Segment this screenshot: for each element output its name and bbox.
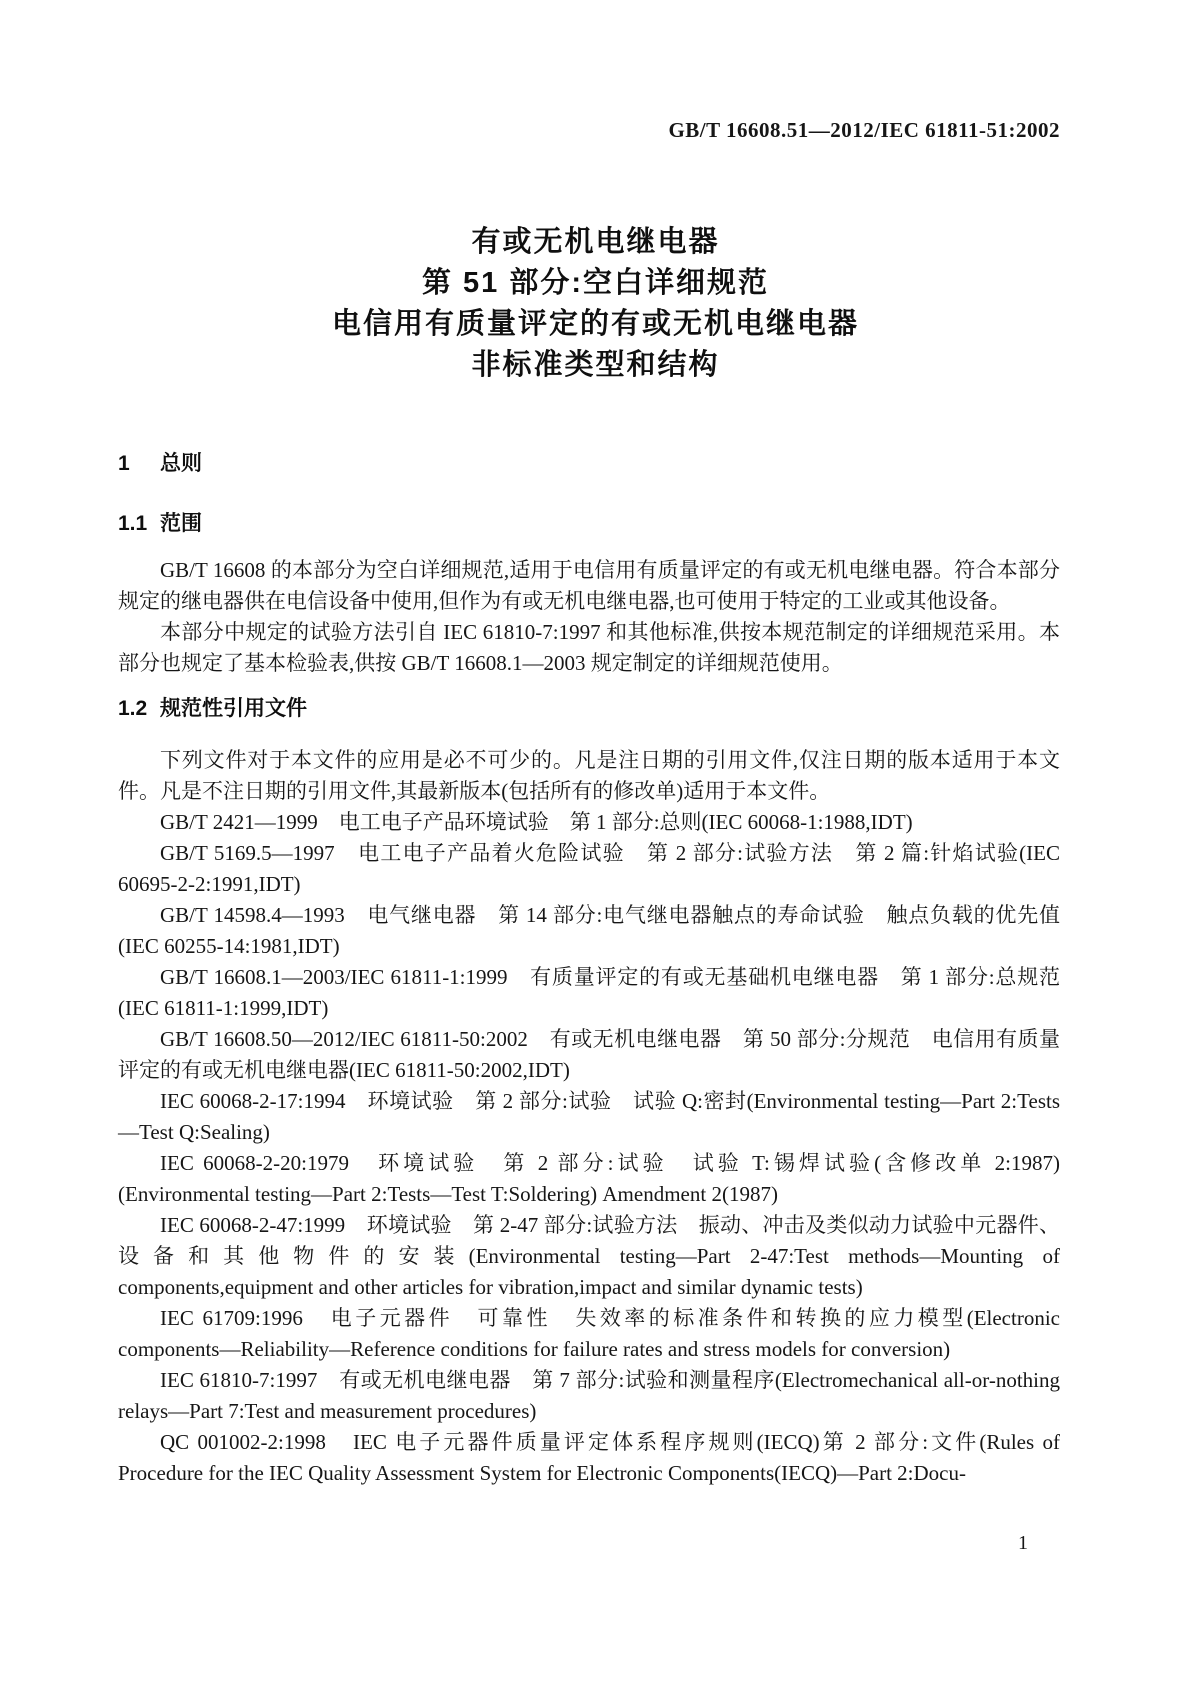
reference-item: IEC 60068-2-47:1999 环境试验 第 2-47 部分:试验方法 振动、冲击及类似动力试验中元器件、设备和其他物件的安装(Environmental testing—Part 2-47:Test methods—Mounting of components,equipment and other articles for vibration,impact and similar dynamic tests) (118, 1213, 1060, 1299)
section-number: 1.1 (118, 512, 148, 535)
reference-item: GB/T 5169.5—1997 电工电子产品着火危险试验 第 2 部分:试验方法 第 2 篇:针焰试验(IEC 60695-2-2:1991,IDT) (118, 841, 1060, 896)
page-number: 1 (1018, 1532, 1028, 1554)
reference-item: IEC 61810-7:1997 有或无机电继电器 第 7 部分:试验和测量程序(Electromechanical all-or-nothing relays—Part 7:Test and measurement procedures) (118, 1368, 1060, 1423)
section-title: 范围 (160, 512, 202, 535)
section-heading-general (118, 448, 1060, 479)
reference-item: IEC 61709:1996 电子元器件 可靠性 失效率的标准条件和转换的应力模型(Electronic components—Reliability—Reference conditions for failure rates and stress models for conversion) (118, 1306, 1060, 1361)
section-heading-normative-references (118, 693, 1060, 724)
section-heading-scope (118, 508, 1060, 539)
document-title (0, 222, 1191, 386)
title-line-2: 第 51 部分:空白详细规范 (421, 267, 770, 299)
section-number: 1 (118, 452, 130, 475)
scope-paragraph: 本部分中规定的试验方法引自 IEC 61810-7:1997 和其他标准,供按本规范制定的详细规范采用。本部分也规定了基本检验表,供按 GB/T 16608.1—2003 规定制定的详细规范使用。 (118, 620, 1060, 675)
standard-number-header: GB/T 16608.51—2012/IEC 61811-51:2002 (668, 118, 1060, 142)
reference-item: IEC 60068-2-20:1979 环境试验 第 2 部分:试验 试验 T:锡焊试验(含修改单 2:1987)(Environmental testing—Part 2:Tests—Test T:Soldering) Amendment 2(1987) (118, 1151, 1060, 1206)
reference-item: QC 001002-2:1998 IEC 电子元器件质量评定体系程序规则(IECQ)第 2 部分:文件(Rules of Procedure for the IEC Quality Assessment System for Electronic Components(IECQ)—Part 2:Docu- (118, 1430, 1060, 1485)
reference-item: IEC 60068-2-17:1994 环境试验 第 2 部分:试验 试验 Q:密封(Environmental testing—Part 2:Tests—Test Q:Sealing) (118, 1089, 1060, 1144)
title-line-3: 电信用有质量评定的有或无机电继电器 (331, 308, 859, 340)
title-line-1: 有或无机电继电器 (471, 226, 720, 258)
reference-item: GB/T 14598.4—1993 电气继电器 第 14 部分:电气继电器触点的寿命试验 触点负载的优先值(IEC 60255-14:1981,IDT) (118, 903, 1060, 958)
document-body (118, 448, 1060, 1489)
section-title: 总则 (160, 452, 202, 475)
reference-item: GB/T 16608.50—2012/IEC 61811-50:2002 有或无机电继电器 第 50 部分:分规范 电信用有质量评定的有或无机电继电器(IEC 61811-50:2002,IDT) (118, 1027, 1060, 1082)
reference-item: GB/T 2421—1999 电工电子产品环境试验 第 1 部分:总则(IEC 60068-1:1988,IDT) (160, 810, 913, 834)
section-title: 规范性引用文件 (160, 697, 307, 720)
reference-item: GB/T 16608.1—2003/IEC 61811-1:1999 有质量评定的有或无基础机电继电器 第 1 部分:总规范(IEC 61811-1:1999,IDT) (118, 965, 1060, 1020)
scope-paragraph: GB/T 16608 的本部分为空白详细规范,适用于电信用有质量评定的有或无机电继电器。符合本部分规定的继电器供在电信设备中使用,但作为有或无机电继电器,也可使用于特定的工业或其他设备。 (118, 558, 1060, 613)
title-line-4: 非标准类型和结构 (471, 349, 720, 381)
section-number: 1.2 (118, 697, 148, 720)
references-intro-paragraph: 下列文件对于本文件的应用是必不可少的。凡是注日期的引用文件,仅注日期的版本适用于本文件。凡是不注日期的引用文件,其最新版本(包括所有的修改单)适用于本文件。 (118, 748, 1060, 803)
